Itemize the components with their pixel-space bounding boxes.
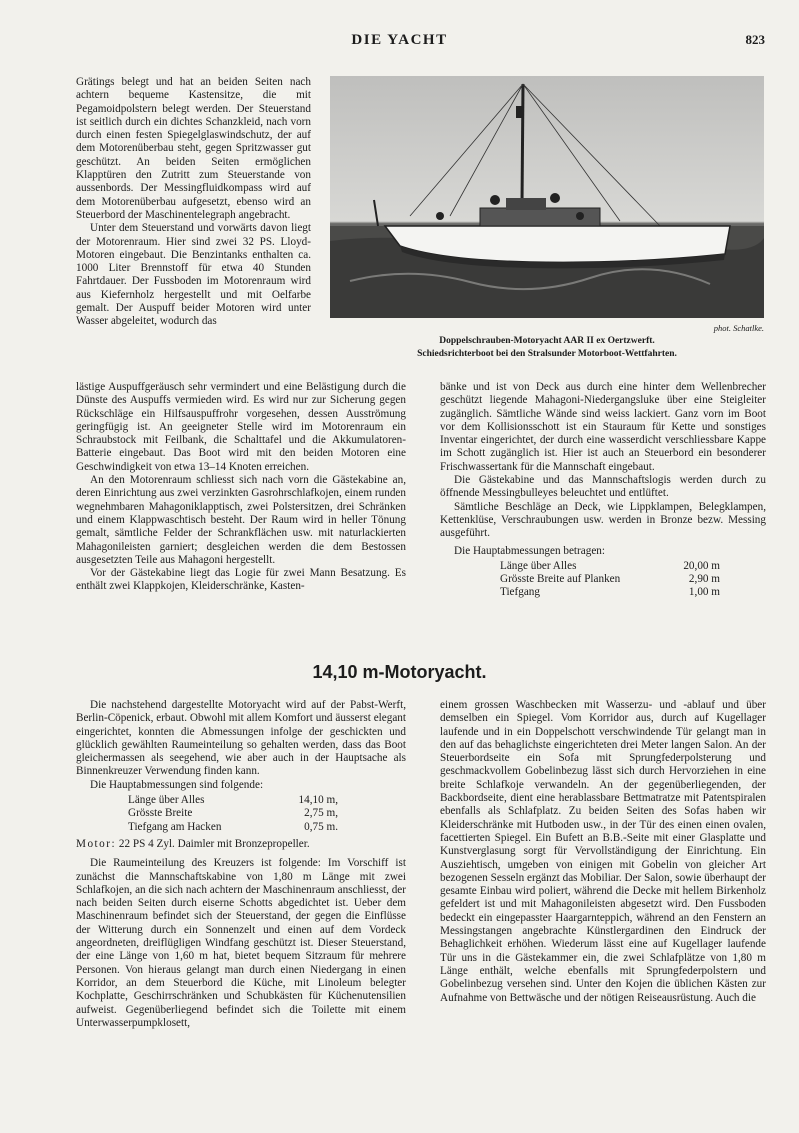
paragraph: lästige Auspuffgeräusch sehr vermindert und eine Belästigung durch die Dünste des Auspuffs vermieden wird. Es wird nur zur Sicherung gegen Rückschläge ein Hilfsauspuffrohr vorgesehen, dessen Ausströmung geringfügig ist. An geeigneter Stelle wird im Motorenraum ein Schraubstock mit Feilbank, die Schalttafel und die Akkumulatoren-Batterie eingebaut. Das Boot wird mit den beiden Motoren eine Geschwindigkeit von etwa 13–14 Knoten erreichen.: [76, 381, 406, 473]
table-row: [128, 794, 338, 807]
caption-line-2: Schiedsrichterboot bei den Stralsunder Motorboot-Wettfahrten.: [417, 349, 677, 359]
paragraph: An den Motorenraum schliesst sich nach vorn die Gästekabine an, deren Einrichtung aus zwei verzinkten Gasrohrschlafkojen, einem runden wegnehmbaren Mahagoniklapptisch, zwei Polstersitzen, drei Schränken und einem Klappwaschtisch besteht. Der Raum wird in heller Tönung gemalt, sämtliche Felder der Schrankflächen usw. mit naturlackierten Mahagonileisten garniert; desgleichen werden die dem Bestossen ausgesetzten Teile aus Mahagoni hergestellt.: [76, 474, 406, 566]
dim-value: 2,75 m,: [304, 807, 338, 820]
dim-value: 14,10 m,: [298, 794, 338, 807]
motor-text: 22 PS 4 Zyl. Daimler mit Bronzepropeller.: [118, 837, 310, 850]
table-row: [500, 560, 720, 573]
left-column-top: [76, 76, 311, 329]
dim-label: Tiefgang am Hacken: [128, 820, 222, 833]
page-header-title: DIE YACHT: [351, 32, 448, 48]
motor-line: [76, 838, 406, 851]
dimensions-table: [500, 560, 720, 600]
dimensions-table: [128, 794, 338, 834]
table-row: [128, 821, 338, 834]
yacht-illustration: [330, 76, 764, 318]
caption-line-1: Doppelschrauben-Motoryacht AAR II ex Oertzwerft.: [439, 336, 655, 346]
photo-credit: phot. Schatlke.: [713, 323, 764, 333]
paragraph: Vor der Gästekabine liegt das Logie für zwei Mann Besatzung. Es enthält zwei Klappkojen, Kleiderschränke, Kasten-: [76, 567, 406, 593]
dim-value: 1,00 m: [688, 586, 720, 599]
table-row: [500, 586, 720, 599]
table-row: [500, 573, 720, 586]
paragraph: Grätings belegt und hat an beiden Seiten nach achtern bequeme Kastensitze, die mit Pegamoidpolstern belegt werden. Der Steuerstand ist seitlich durch ein dichtes Schanzkleid, nach vorn durch einen festen Spiegelglaswindschutz, der auf dem Motorenüberbau steht, gegen Spritzwasser gut geschützt. An beiden Seiten ermöglichen Klapptüren den Zutritt zum Steuerstande von aussenbords. Der Messingfluidkompass wird auf dem Motorenüberbau aufgesetzt, ebenso wird an Steuerbord der Maschinentelegraph angebracht.: [76, 76, 311, 221]
dim-value: 2,90 m: [688, 573, 720, 586]
paragraph: bänke und ist von Deck aus durch eine hinter dem Wellenbrecher geschützt liegende Mahagoni-Niedergangsluke über eine Steigleiter zugänglich. Sämtliche Wände sind weiss lackiert. Ganz vorn im Boot vor dem Kollisionsschott ist ein Stauraum für Kette und sonstiges Inventar eingerichtet, der durch eine wasserdicht verschliessbare Kappe im Schott zugänglich ist. Hier ist auch an Steuerbord ein besonderer Frischwassertank für die Mannschaft eingebaut.: [440, 381, 766, 473]
dim-value: 20,00 m: [683, 559, 720, 572]
right-column-top: [440, 381, 766, 604]
dim-label: Länge über Alles: [500, 559, 577, 572]
bottom-left-column: [76, 699, 406, 1030]
dim-label: Länge über Alles: [128, 794, 205, 807]
dim-label: Tiefgang: [500, 586, 540, 599]
paragraph: einem grossen Waschbecken mit Wasserzu- und -ablauf und über demselben ein Spiegel. Vom Korridor aus, durch auf Kugellager laufende und in ein Doppelschott verschwindende Tür gelangt man in den auf das behaglichste eingerichteten drei Meter langen Salon. An der Steuerbordseite ein Sofa mit Sprungfederpolsterung und geschmackvollem Gobelinbezug lässt sich durch Hervorziehen in eine breite Schlafkoje verwandeln. An der gegenüberliegenden, der Backbordseite, dient eine herablassbare Bettmatratze mit Patentspiralen ebenfalls als Schlafplatz. Zu beiden Seiten des Sofas haben wir Kleiderschränke mit Hutboden usw., in der Tür des einen einen ovalen, facettierten Spiegel. Ein Bufett an B.B.-Seite mit einer Glasplatte und Kunstverglasung sorgt für Vervollständigung der Einrichtung. Ein Ausziehtisch, umgeben von einigen mit Gobelin von gleicher Art bezogenen Sesseln ergänzt das Mobiliar. Der Salon, sowie überhaupt der gesamte Einbau wird poliert, während die Decke mit hellem Birkenholz gefeldert ist und mit Mahagonileisten abgesetzt wird. Den Fussboden bedeckt ein eingepasster Haargarnteppich, während an den Fenstern an Messingstangen angebrachte Künstlergardinen den Eindruck der Behaglichkeit erhöhen. Wiederum lässt eine auf Kugellager laufende Tür uns in die Gästekammer ein, die zwei Schlafplätze von 1,80 m Länge enthält, welche ebenfalls mit Sprungfederpolstern und Gobelinbezug versehen sind. Unter den Kojen die üblichen Kästen zur Aufnahme von Bettwäsche und der nötigen Reiseausrüstung. Auch die: [440, 699, 766, 1004]
paragraph: Die Raumeinteilung des Kreuzers ist folgende: Im Vorschiff ist zunächst die Mannschaftskabine von 1,80 m Länge mit zwei Schlafkojen, an die sich nach achtern der Maschinenraum anschliesst, der nach beiden Seiten durch eiserne Schotts abgedichtet ist. Ueber dem Maschinenraum befindet sich der Steuerstand, der gegen die Einflüsse der Witterung durch ein Sonnenzelt und einen auf dem Vordeck angeordneten, dreiflügligen Windfang geschützt ist. Dieser Steuerstand, der eine Länge von 1,60 m hat, bietet bequem Sitzraum für mehrere Personen. Von hieraus gelangt man durch einen Niedergang in einen Korridor, an dem Steuerbord die Küche, mit Linoleum belegter Kochplatte, Geschirrschränken und Schubkästen für Küchenutensilien aufweist. Gegenüberliegend befindet sich die Toilette mit einem Unterwasserpumpklosett,: [76, 857, 406, 1029]
left-column-wide: [76, 381, 406, 594]
dim-label: Grösste Breite: [128, 807, 193, 820]
table-row: [128, 807, 338, 820]
dim-label: Grösste Breite auf Planken: [500, 573, 621, 586]
paragraph: Unter dem Steuerstand und vorwärts davon liegt der Motorenraum. Hier sind zwei 32 PS. Lloyd-Motoren eingebaut. Die Benzintanks enthalten ca. 1000 Liter Brennstoff für etwa 40 Stunden Fahrtdauer. Der Fussboden im Motorenraum wird aus Kiefernholz hergestellt und mit Oelfarbe gemalt. Der Auspuff beider Motoren wird unter Wasser abgeleitet, wodurch das: [76, 222, 311, 328]
paragraph: Sämtliche Beschläge an Deck, wie Lippklampen, Belegklampen, Kettenklüse, Verschraubungen usw. werden in Bronze bezw. Messing ausgeführt.: [440, 500, 766, 540]
dimensions-intro: Die Hauptabmessungen sind folgende:: [90, 778, 264, 791]
page-number: 823: [745, 32, 765, 47]
dimensions-intro: Die Hauptabmessungen betragen:: [454, 544, 605, 557]
paragraph: Die Gästekabine und das Mannschaftslogis werden durch zu öffnende Messingbulleyes beleuchtet und entlüftet.: [440, 474, 766, 500]
bottom-right-column: [440, 699, 766, 1005]
yacht-photo: [330, 76, 764, 318]
paragraph: Die nachstehend dargestellte Motoryacht wird auf der Pabst-Werft, Berlin-Cöpenick, erbaut. Obwohl mit allem Komfort und äusserst elegant eingerichtet, konnten die Abmessungen infolge der geschickten und glücklich gewählten Raumeinteilung so gehalten werden, dass das Boot gleichermassen als seegehend, wie aber auch in der Hauptsache als Binnenkreuzer Verwendung finden kann.: [76, 699, 406, 778]
section-title: 14,10 m-Motoryacht.: [312, 662, 487, 682]
dim-value: 0,75 m.: [304, 820, 338, 833]
photo-caption: [330, 335, 764, 361]
motor-label: Motor:: [76, 837, 117, 850]
